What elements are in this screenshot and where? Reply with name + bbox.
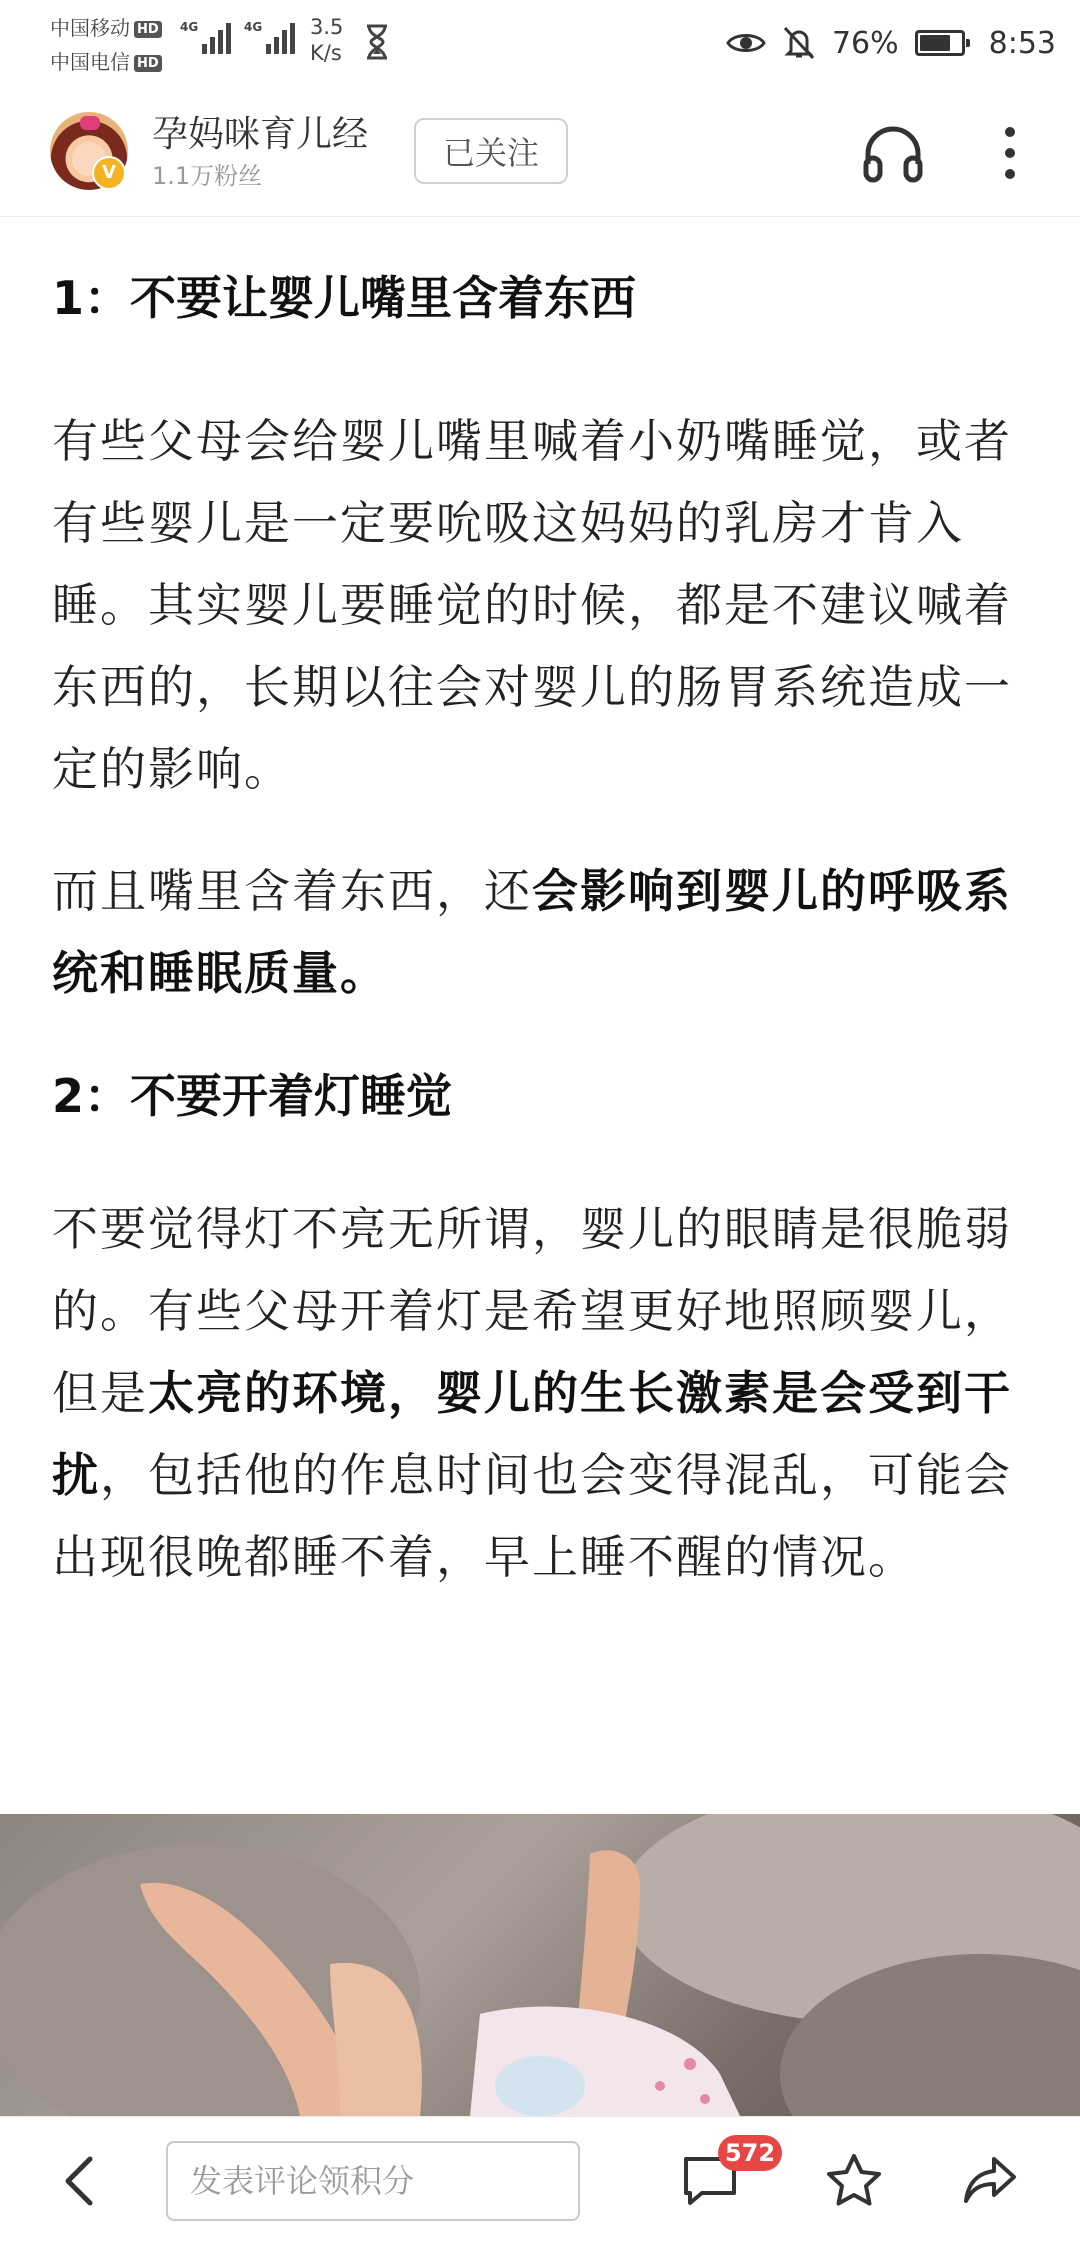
hourglass-icon — [364, 24, 390, 60]
section-heading-1: 1：不要让婴儿嘴里含着东西 — [52, 271, 637, 325]
paragraph-1: 有些父母会给婴儿嘴里喊着小奶嘴睡觉，或者有些婴儿是一定要吮吸这妈妈的乳房才肯入睡。其实婴儿要睡觉的时候，都是不建议喊着东西的，长期以往会对婴儿的肠胃系统造成一定的影响。 — [52, 414, 1012, 796]
paragraph-3 — [52, 1188, 1032, 1598]
net-speed — [310, 14, 343, 66]
article-photo[interactable] — [0, 1814, 1080, 2116]
hd-badge: HD — [134, 21, 162, 38]
paragraph-3-text-a: 不要觉得灯不亮无所谓，婴儿的眼睛是很脆弱的。有些父母开着灯是希望更好地照顾婴儿，但是 — [52, 1202, 1012, 1420]
paragraph-2 — [52, 850, 1032, 1014]
paragraph-3-text-b: ，包括他的作息时间也会变得混乱，可能会出现很晚都睡不着，早上睡不醒的情况。 — [52, 1448, 1012, 1584]
carrier-2-label: 中国电信 — [50, 50, 130, 74]
headphone-icon[interactable] — [858, 118, 928, 188]
paragraph-2-text: 而且嘴里含着东西，还 — [52, 864, 532, 918]
share-icon[interactable] — [960, 2151, 1020, 2211]
paragraph-3-bold: 太亮的环境，婴儿的生长激素是会受到干扰 — [52, 1366, 1012, 1502]
comment-input[interactable] — [166, 2141, 580, 2221]
star-icon[interactable] — [824, 2151, 884, 2211]
sleeping-baby-photo — [0, 1814, 1080, 2116]
network-type-2: 4G — [244, 20, 263, 34]
carrier-1 — [50, 12, 162, 41]
battery-icon — [915, 30, 965, 56]
carrier-1-label: 中国移动 — [50, 16, 130, 40]
article-body — [52, 216, 1032, 1598]
paragraph-2-bold: 会影响到婴儿的呼吸系统和睡眠质量。 — [52, 864, 1012, 1000]
battery-fill — [920, 35, 950, 51]
follow-button[interactable]: 已关注 — [414, 118, 568, 184]
article-header — [0, 88, 1080, 217]
eye-icon — [726, 28, 766, 58]
network-type-1: 4G — [180, 20, 199, 34]
clock: 8:53 — [988, 25, 1056, 61]
hd-badge: HD — [134, 55, 162, 72]
verified-badge: V — [92, 156, 126, 190]
carrier-2 — [50, 46, 162, 75]
bottom-action-bar — [0, 2116, 1080, 2245]
status-bar — [0, 0, 1080, 88]
bell-off-icon — [782, 25, 816, 61]
net-speed-unit: K/s — [310, 41, 342, 65]
more-vertical-icon[interactable] — [988, 118, 1032, 188]
comment-count-badge: 572 — [718, 2135, 782, 2171]
section-heading-2: 2：不要开着灯睡觉 — [52, 1069, 453, 1123]
status-right-group — [726, 18, 1056, 68]
fan-count: 1.1万粉丝 — [152, 162, 263, 190]
back-arrow-icon[interactable] — [60, 2153, 100, 2209]
avatar-bow — [80, 116, 100, 130]
battery-percent: 76% — [831, 25, 899, 61]
net-speed-value: 3.5 — [310, 15, 344, 39]
author-name[interactable]: 孕妈咪育儿经 — [152, 114, 369, 155]
